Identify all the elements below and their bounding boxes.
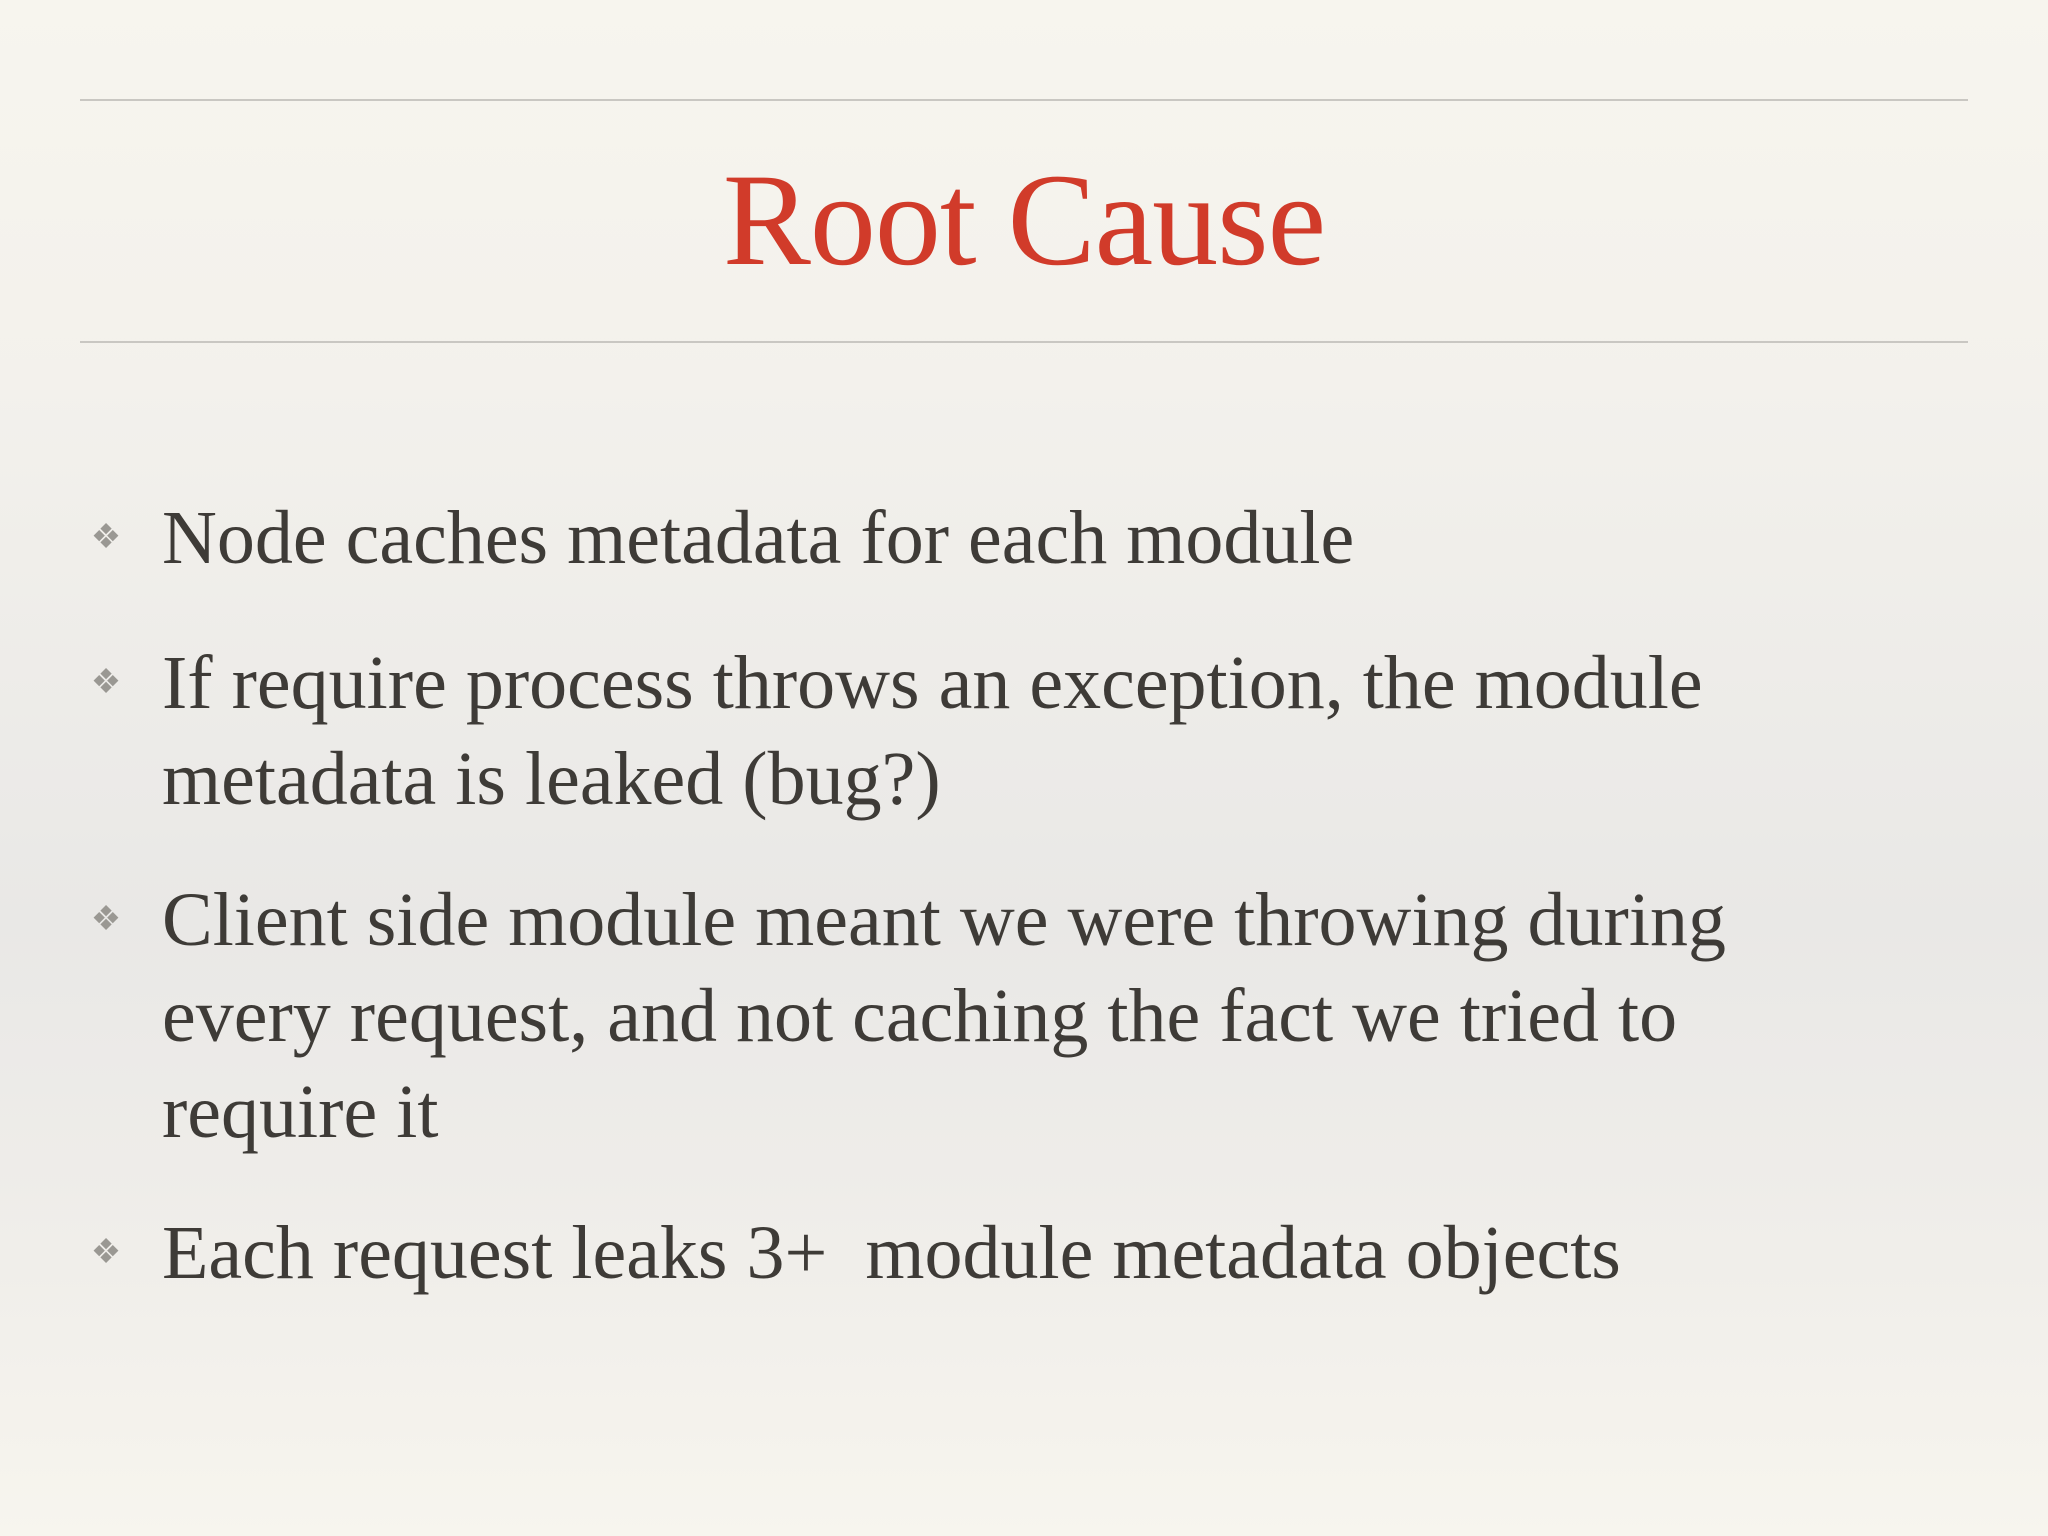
bullet-text <box>162 872 1922 1160</box>
slide-title: Root Cause <box>722 146 1326 293</box>
title-divider <box>80 341 1968 343</box>
bullet-list <box>0 490 2048 1301</box>
bullet-item <box>0 1205 2048 1301</box>
bullet-line: metadata is leaked (bug?) <box>162 737 941 821</box>
bullet-text <box>162 1205 1922 1301</box>
bullet-text <box>162 490 1922 586</box>
bullet-ornament-icon: ❖ <box>90 1234 122 1271</box>
bullet-line: Node caches metadata for each module <box>162 496 1355 580</box>
bullet-line: Each request leaks 3+ module metadata objects <box>162 1211 1621 1295</box>
bullet-ornament-icon: ❖ <box>90 901 122 938</box>
bullet-item <box>0 635 2048 827</box>
bullet-line: Client side module meant we were throwing during <box>162 878 1726 962</box>
bullet-ornament-icon: ❖ <box>90 519 122 556</box>
bullet-line: every request, and not caching the fact we tried to <box>162 974 1678 1058</box>
bullet-item <box>0 490 2048 586</box>
bullet-ornament-icon: ❖ <box>90 664 122 701</box>
bullet-item <box>0 872 2048 1160</box>
bullet-line: If require process throws an exception, the module <box>162 641 1703 725</box>
bullet-line: require it <box>162 1070 439 1154</box>
top-divider <box>80 99 1968 101</box>
bullet-text <box>162 635 1922 827</box>
